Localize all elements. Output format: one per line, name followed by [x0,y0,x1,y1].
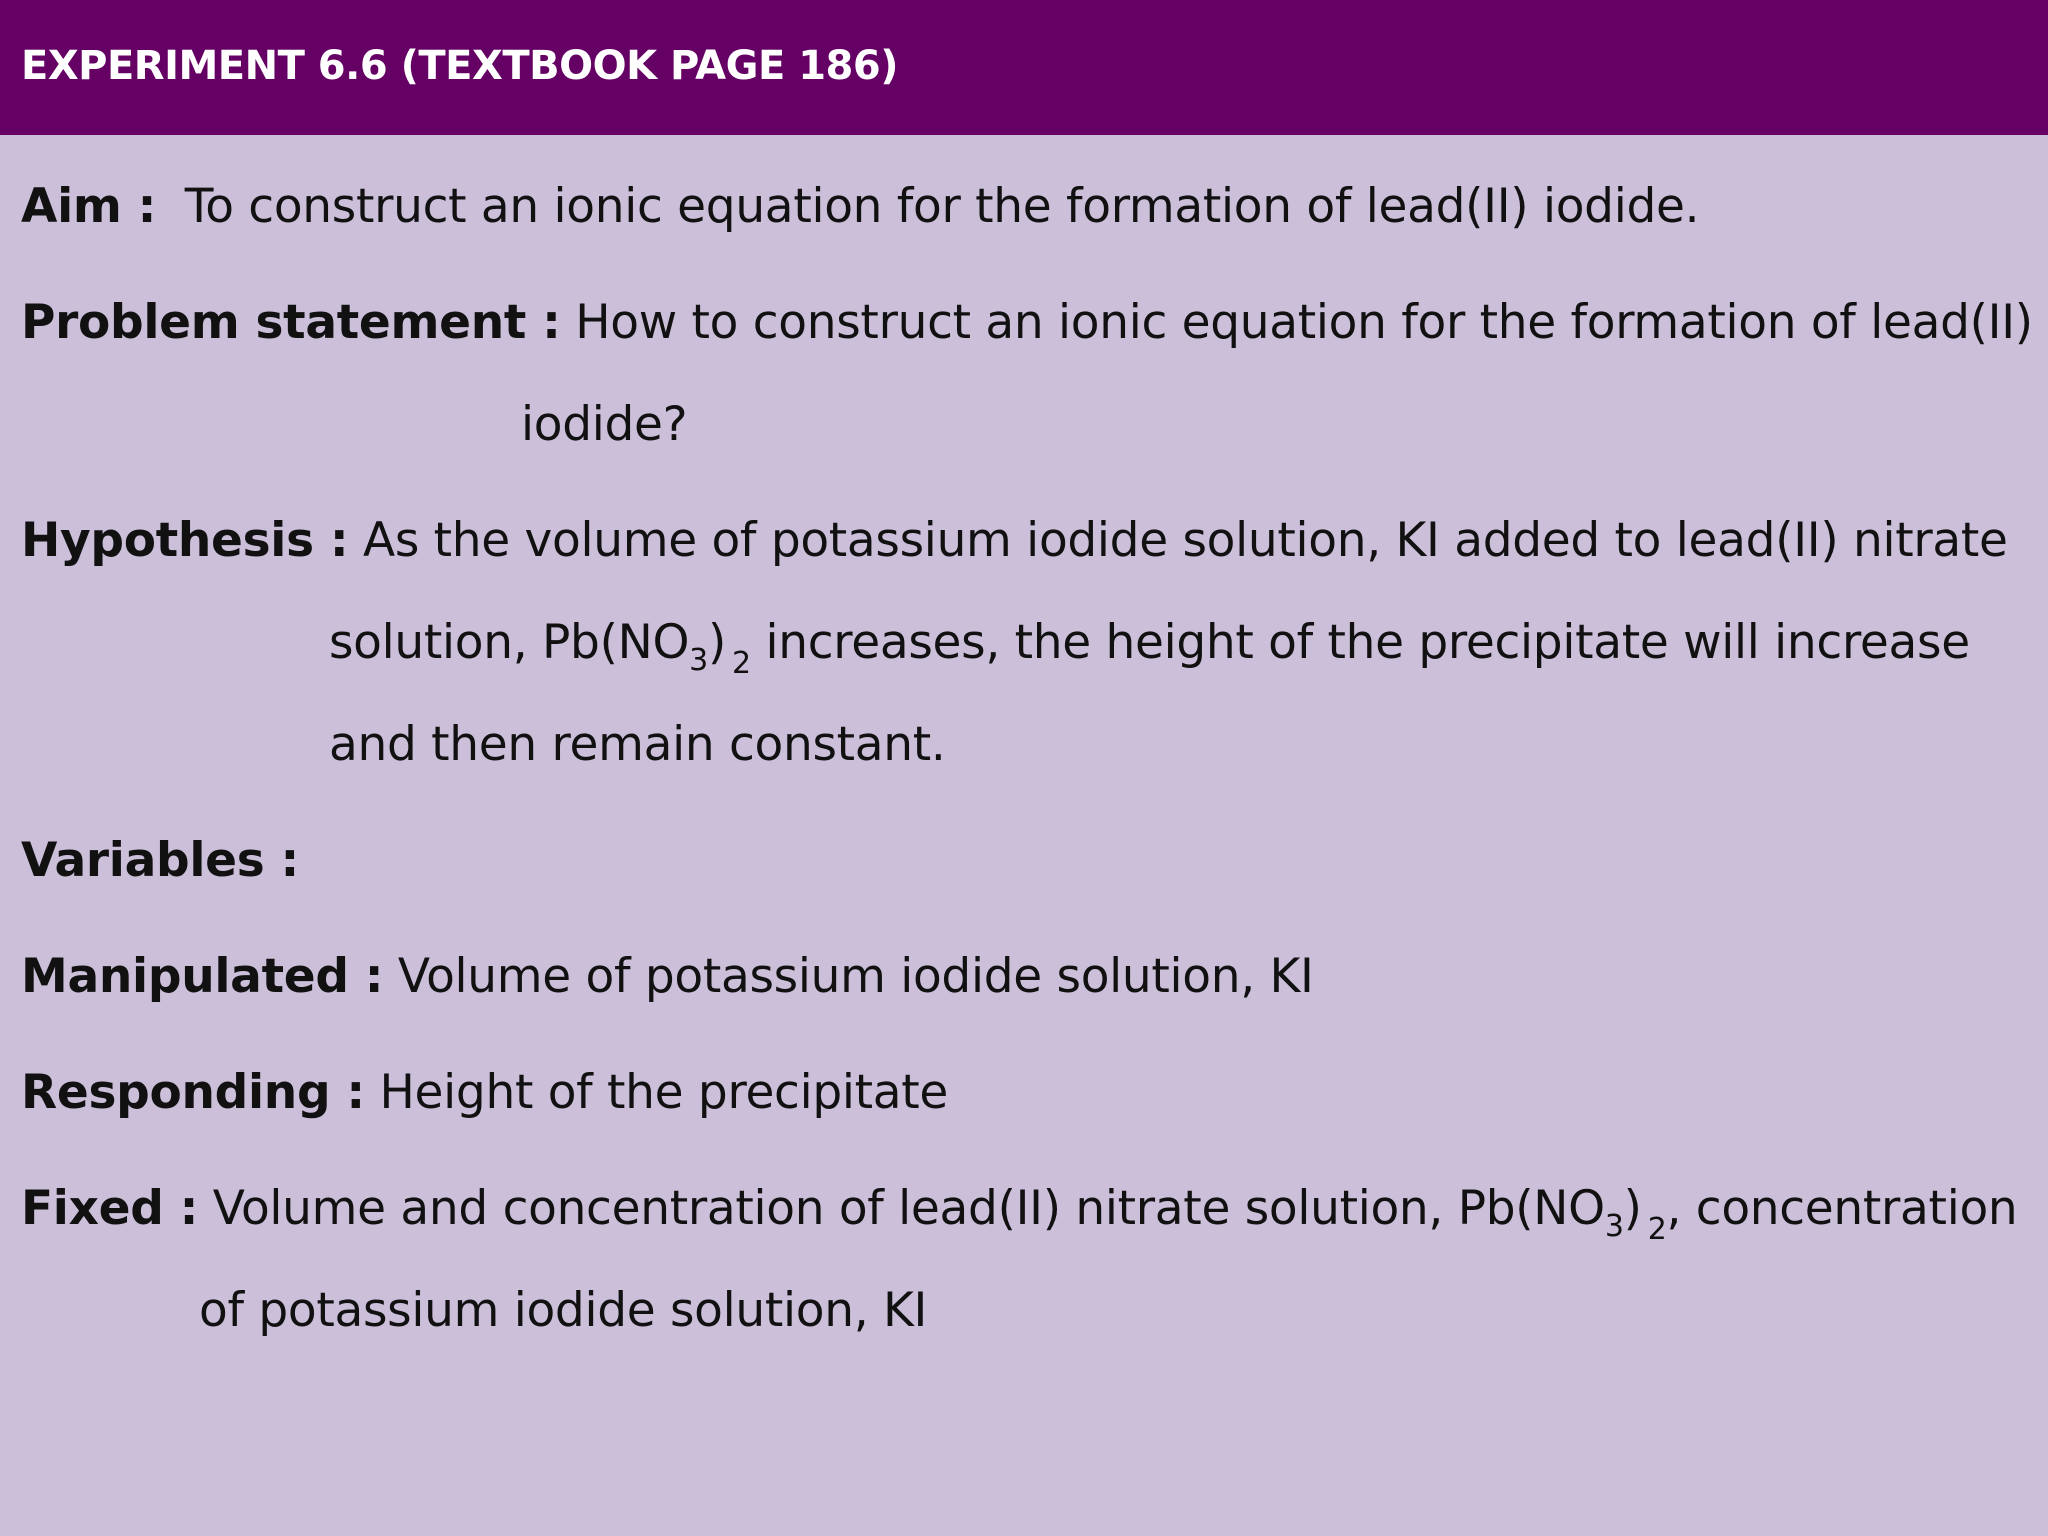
hypothesis-line3 [329,717,946,772]
slide-title: EXPERIMENT 6.6 (TEXTBOOK PAGE 186) [21,43,898,89]
responding-line [21,1065,949,1120]
fixed-subscript-2: 2 [1647,1212,1667,1247]
hypothesis-text-2a: solution, Pb(NO [329,615,690,670]
problem-statement-label: Problem statement : [21,295,561,350]
problem-statement-line2 [521,397,688,452]
problem-statement-text-2: iodide? [521,397,688,452]
responding-label: Responding : [21,1065,365,1120]
aim-text: To construct an ionic equation for the formation of lead(II) iodide. [184,179,1700,234]
hypothesis-line1 [21,513,2008,568]
hypothesis-text-1: As the volume of potassium iodide solution, KI added to lead(II) nitrate [362,513,2008,568]
hypothesis-close-paren: ) [707,615,727,670]
fixed-line1 [21,1181,2018,1247]
fixed-text-1a: Volume and concentration of lead(II) nitrate solution, Pb(NO [212,1181,1605,1236]
fixed-text-2: of potassium iodide solution, KI [199,1283,928,1338]
responding-text: Height of the precipitate [379,1065,949,1120]
fixed-close-paren: ) [1623,1181,1642,1236]
slide-header [0,0,2048,135]
manipulated-label: Manipulated : [21,949,384,1004]
hypothesis-subscript-2: 2 [732,646,751,681]
variables-label: Variables : [21,833,299,888]
variables-line [21,833,299,888]
problem-statement-line1 [21,295,2033,350]
aim-label: Aim : [21,179,157,234]
problem-statement-text-1: How to construct an ionic equation for the formation of lead(II) [575,295,2033,350]
fixed-text-1b: , concentration [1666,1181,2018,1236]
manipulated-line [21,949,1314,1004]
hypothesis-text-2b: increases, the height of the precipitate will increase [765,615,1970,670]
fixed-line2 [199,1283,928,1338]
hypothesis-line2 [329,615,1970,681]
hypothesis-text-3: and then remain constant. [329,717,946,772]
hypothesis-label: Hypothesis : [21,513,349,568]
manipulated-text: Volume of potassium iodide solution, KI [397,949,1314,1004]
aim-line [21,179,1700,234]
hypothesis-subscript-3: 3 [689,643,708,678]
fixed-subscript-3: 3 [1604,1209,1624,1244]
fixed-label: Fixed : [21,1181,199,1236]
